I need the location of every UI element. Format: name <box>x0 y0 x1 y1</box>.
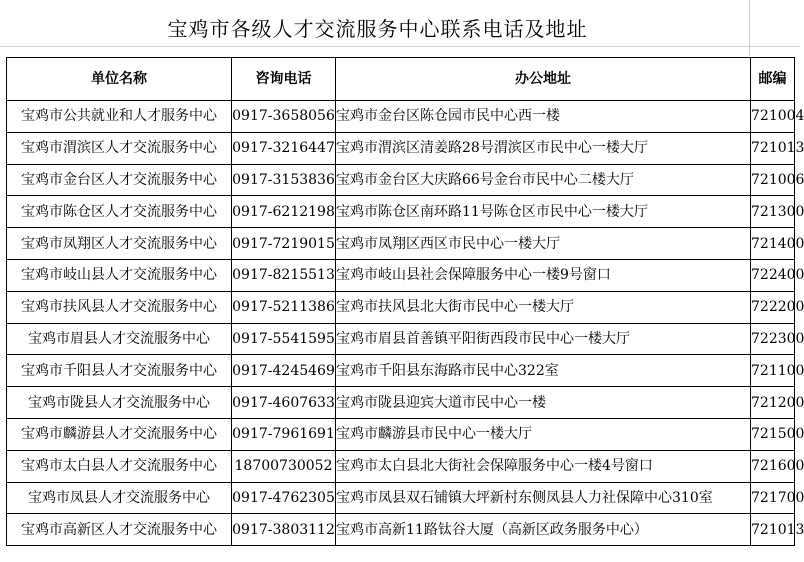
cell-name[interactable]: 宝鸡市凤翔区人才交流服务中心 <box>7 228 232 260</box>
cell-zip[interactable]: 722200 <box>751 291 795 323</box>
cell-phone[interactable]: 0917-3658056 <box>232 101 336 133</box>
contact-table <box>6 57 804 546</box>
cell-name[interactable]: 宝鸡市高新区人才交流服务中心 <box>7 514 232 546</box>
cell-zip[interactable]: 722400 <box>751 259 795 291</box>
table-header-row <box>7 58 795 101</box>
page-title[interactable]: 宝鸡市各级人才交流服务中心联系电话及地址 <box>167 16 588 41</box>
cell-phone[interactable]: 0917-6212198 <box>232 196 336 228</box>
table-row <box>7 482 795 514</box>
cell-zip[interactable]: 721006 <box>751 164 795 196</box>
cell-zip[interactable]: 721013 <box>751 514 795 546</box>
cell-address[interactable]: 宝鸡市麟游县市民中心一楼大厅 <box>336 418 751 450</box>
cell-phone[interactable]: 0917-3216447 <box>232 132 336 164</box>
cell-address[interactable]: 宝鸡市岐山县社会保障服务中心一楼9号窗口 <box>336 259 751 291</box>
table-row <box>7 323 795 355</box>
cell-phone[interactable]: 0917-3803112 <box>232 514 336 546</box>
table-row <box>7 387 795 419</box>
cell-name[interactable]: 宝鸡市渭滨区人才交流服务中心 <box>7 132 232 164</box>
table-row <box>7 450 795 482</box>
table-row <box>7 355 795 387</box>
cell-zip[interactable]: 721500 <box>751 418 795 450</box>
cell-zip[interactable]: 721004 <box>751 101 795 133</box>
cell-address[interactable]: 宝鸡市太白县北大街社会保障服务中心一楼4号窗口 <box>336 450 751 482</box>
cell-address[interactable]: 宝鸡市金台区大庆路66号金台市民中心二楼大厅 <box>336 164 751 196</box>
cell-name[interactable]: 宝鸡市眉县人才交流服务中心 <box>7 323 232 355</box>
cell-phone[interactable]: 0917-5541595 <box>232 323 336 355</box>
cell-address[interactable]: 宝鸡市千阳县东海路市民中心322室 <box>336 355 751 387</box>
table-row <box>7 259 795 291</box>
cell-address[interactable]: 宝鸡市金台区陈仓园市民中心西一楼 <box>336 101 751 133</box>
table-row <box>7 101 795 133</box>
header-name[interactable]: 单位名称 <box>7 58 232 101</box>
table-row <box>7 291 795 323</box>
cell-name[interactable]: 宝鸡市千阳县人才交流服务中心 <box>7 355 232 387</box>
cell-name[interactable]: 宝鸡市岐山县人才交流服务中心 <box>7 259 232 291</box>
cell-zip[interactable]: 721013 <box>751 132 795 164</box>
table-row <box>7 418 795 450</box>
cell-address[interactable]: 宝鸡市陈仓区南环路11号陈仓区市民中心一楼大厅 <box>336 196 751 228</box>
cell-phone[interactable]: 18700730052 <box>232 450 336 482</box>
cell-phone[interactable]: 0917-5211386 <box>232 291 336 323</box>
cell-address[interactable]: 宝鸡市高新11路钛谷大厦（高新区政务服务中心） <box>336 514 751 546</box>
cell-phone[interactable]: 0917-7961691 <box>232 418 336 450</box>
cell-address[interactable]: 宝鸡市扶风县北大街市民中心一楼大厅 <box>336 291 751 323</box>
table-row <box>7 514 795 546</box>
cell-address[interactable]: 宝鸡市眉县首善镇平阳街西段市民中心一楼大厅 <box>336 323 751 355</box>
cell-zip[interactable]: 721400 <box>751 228 795 260</box>
table-row <box>7 132 795 164</box>
cell-phone[interactable]: 0917-3153836 <box>232 164 336 196</box>
cell-name[interactable]: 宝鸡市太白县人才交流服务中心 <box>7 450 232 482</box>
cell-name[interactable]: 宝鸡市公共就业和人才服务中心 <box>7 101 232 133</box>
cell-zip[interactable]: 722300 <box>751 323 795 355</box>
cell-zip[interactable]: 721100 <box>751 355 795 387</box>
cell-zip[interactable]: 721300 <box>751 196 795 228</box>
cell-name[interactable]: 宝鸡市陈仓区人才交流服务中心 <box>7 196 232 228</box>
header-phone[interactable]: 咨询电话 <box>232 58 336 101</box>
cell-name[interactable]: 宝鸡市扶风县人才交流服务中心 <box>7 291 232 323</box>
table-row <box>7 196 795 228</box>
header-address[interactable]: 办公地址 <box>336 58 751 101</box>
cell-phone[interactable]: 0917-7219015 <box>232 228 336 260</box>
cell-address[interactable]: 宝鸡市凤县双石铺镇大坪新村东侧凤县人力社保障中心310室 <box>336 482 751 514</box>
cell-name[interactable]: 宝鸡市陇县人才交流服务中心 <box>7 387 232 419</box>
grid-cell-empty[interactable] <box>749 0 801 56</box>
cell-name[interactable]: 宝鸡市麟游县人才交流服务中心 <box>7 418 232 450</box>
header-zip[interactable]: 邮编 <box>751 58 795 101</box>
cell-name[interactable]: 宝鸡市凤县人才交流服务中心 <box>7 482 232 514</box>
cell-zip[interactable]: 721200 <box>751 387 795 419</box>
cell-name[interactable]: 宝鸡市金台区人才交流服务中心 <box>7 164 232 196</box>
grid-line <box>0 46 800 47</box>
table-row <box>7 228 795 260</box>
table-row <box>7 164 795 196</box>
cell-address[interactable]: 宝鸡市渭滨区清姜路28号渭滨区市民中心一楼大厅 <box>336 132 751 164</box>
cell-phone[interactable]: 0917-4245469 <box>232 355 336 387</box>
cell-address[interactable]: 宝鸡市凤翔区西区市民中心一楼大厅 <box>336 228 751 260</box>
cell-phone[interactable]: 0917-4607633 <box>232 387 336 419</box>
cell-phone[interactable]: 0917-8215513 <box>232 259 336 291</box>
cell-phone[interactable]: 0917-4762305 <box>232 482 336 514</box>
cell-zip[interactable]: 721700 <box>751 482 795 514</box>
cell-address[interactable]: 宝鸡市陇县迎宾大道市民中心一楼 <box>336 387 751 419</box>
cell-zip[interactable]: 721600 <box>751 450 795 482</box>
